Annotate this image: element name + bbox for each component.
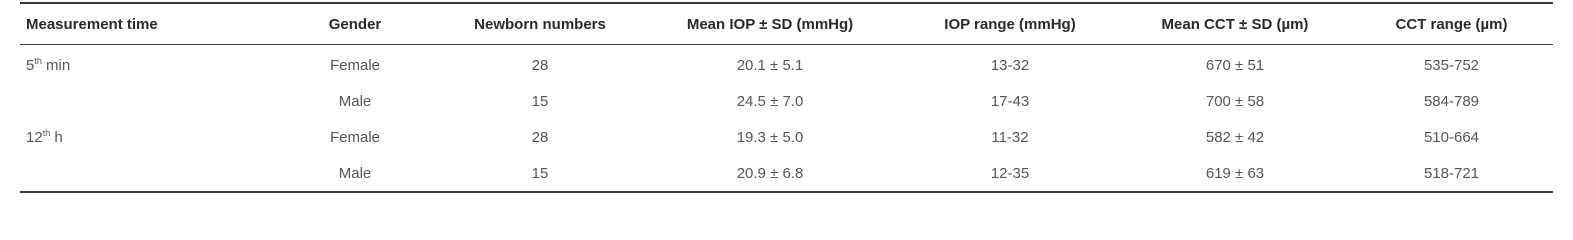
header-cct-range: CCT range (µm) (1395, 15, 1508, 33)
cell-gender: Female (329, 56, 381, 74)
cell-newborn-numbers: 28 (531, 56, 549, 74)
cell-cct-range: 510-664 (1423, 128, 1480, 146)
table-row (20, 155, 1553, 192)
cell-iop-range: 13-32 (990, 56, 1030, 74)
results-table (20, 2, 1553, 193)
cell-newborn-numbers: 28 (531, 128, 549, 146)
cell-newborn-numbers: 15 (531, 92, 549, 110)
header-iop-range: IOP range (mmHg) (944, 15, 1076, 33)
table-row (20, 45, 1553, 84)
cell-iop-range: 11-32 (991, 128, 1029, 146)
time-unit: min (41, 56, 71, 74)
table-row (20, 119, 1553, 155)
cell-measurement-time (20, 155, 270, 192)
cell-gender: Female (329, 128, 381, 146)
cell-mean-iop: 20.1 ± 5.1 (736, 56, 804, 74)
header-gender: Gender (328, 15, 382, 33)
cell-cct-range: 535-752 (1423, 56, 1480, 74)
cell-mean-cct: 619 ± 63 (1205, 164, 1265, 182)
cell-measurement-time (20, 119, 270, 155)
cell-gender: Male (338, 164, 372, 182)
time-ordinal-suffix: th (42, 127, 51, 138)
cell-cct-range: 584-789 (1423, 92, 1480, 110)
table-row (20, 83, 1553, 119)
cell-mean-iop: 19.3 ± 5.0 (736, 128, 804, 146)
header-row (20, 3, 1553, 45)
cell-newborn-numbers: 15 (531, 164, 549, 182)
header-mean-cct: Mean CCT ± SD (µm) (1161, 15, 1309, 33)
time-number: 5 (26, 56, 35, 74)
cell-mean-cct: 700 ± 58 (1205, 92, 1265, 110)
cell-mean-cct: 582 ± 42 (1205, 128, 1265, 146)
cell-gender: Male (338, 92, 372, 110)
cell-cct-range: 518-721 (1423, 164, 1480, 182)
cell-measurement-time (20, 83, 270, 119)
cell-measurement-time (20, 45, 270, 84)
cell-mean-iop: 24.5 ± 7.0 (736, 92, 804, 110)
header-newborn-numbers: Newborn numbers (474, 15, 606, 33)
cell-mean-cct: 670 ± 51 (1205, 56, 1265, 74)
cell-mean-iop: 20.9 ± 6.8 (736, 164, 804, 182)
time-unit: h (50, 128, 63, 146)
cell-iop-range: 17-43 (990, 92, 1030, 110)
results-table-container (20, 2, 1553, 193)
header-mean-iop: Mean IOP ± SD (mmHg) (686, 15, 854, 33)
cell-iop-range: 12-35 (990, 164, 1030, 182)
time-ordinal-suffix: th (34, 55, 42, 66)
time-number: 12 (26, 128, 43, 146)
header-measurement-time: Measurement time (26, 15, 158, 33)
